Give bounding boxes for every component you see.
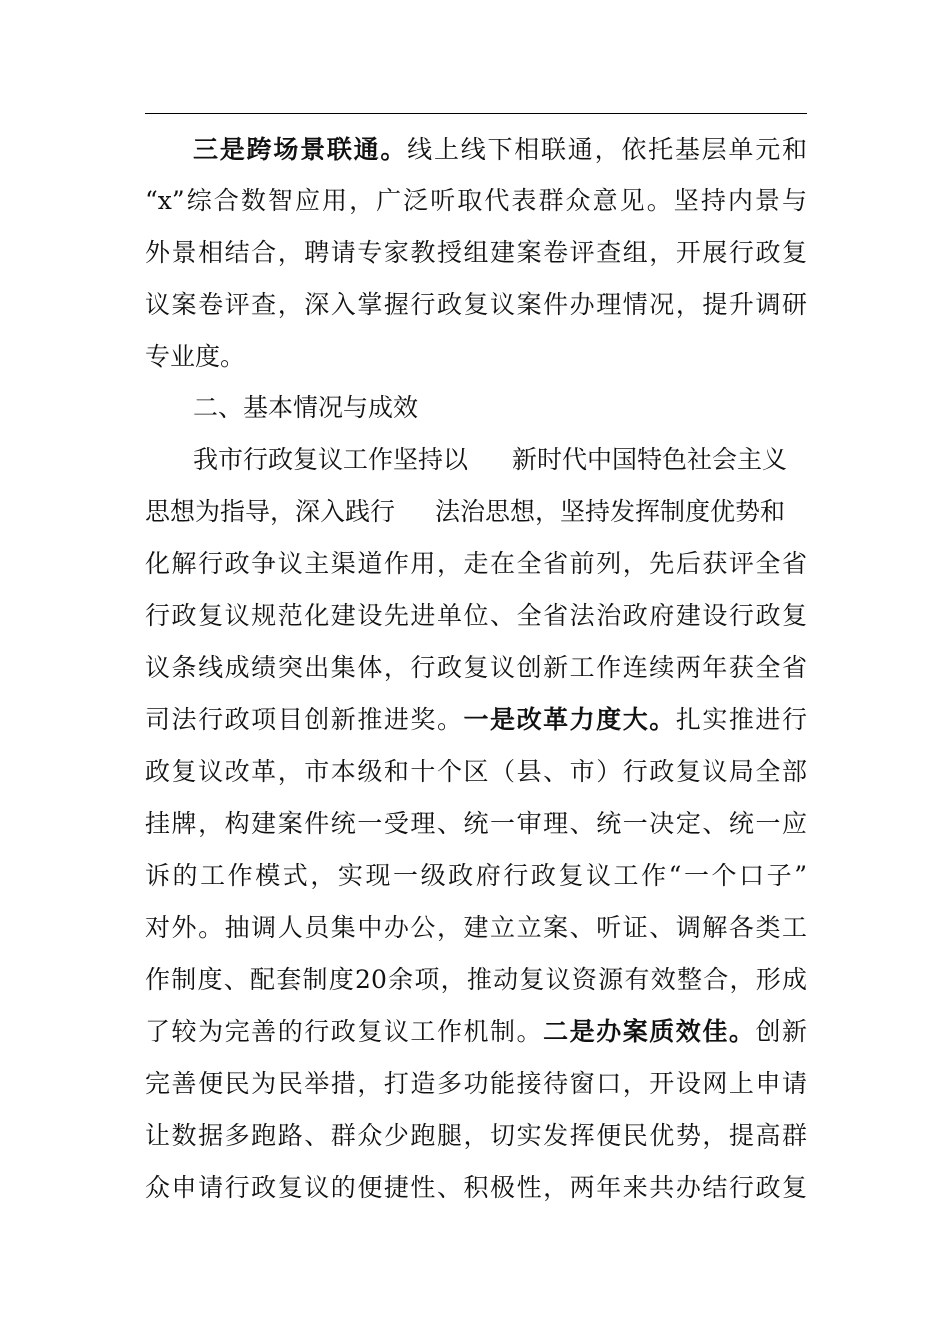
text-span: 我市行政复议工作坚持以 <box>193 445 469 474</box>
paragraph-2-line-13: 完善便民为民举措，打造多功能接待窗口，开设网上申请 <box>145 1069 807 1098</box>
paragraph-2-line-14: 让数据多跑路、群众少跑腿，切实发挥便民优势，提高群 <box>145 1121 807 1150</box>
paragraph-2-line-5: 议条线成绩突出集体，行政复议创新工作连续两年获全省 <box>145 653 807 682</box>
text-span: 线上线下相联通，依托基层单元和 <box>407 135 807 164</box>
paragraph-2-line-3: 化解行政争议主渠道作用，走在全省前列，先后获评全省 <box>145 549 807 578</box>
paragraph-2-line-1 <box>193 440 807 480</box>
paragraph-2-line-4: 行政复议规范化建设先进单位、全省法治政府建设行政复 <box>145 601 807 630</box>
text-span: 了较为完善的行政复议工作机制。 <box>145 1017 544 1046</box>
text-span: 司法行政项目创新推进奖。 <box>145 705 464 734</box>
header-rule <box>145 113 807 114</box>
paragraph-2-line-6 <box>145 700 807 740</box>
paragraph-2-line-15: 众申请行政复议的便捷性、积极性，两年来共办结行政复 <box>145 1173 807 1202</box>
paragraph-2-line-11: 作制度、配套制度20余项，推动复议资源有效整合，形成 <box>145 965 807 994</box>
heading-cross-scenario: 三是跨场景联通。 <box>193 135 408 164</box>
text-span: 思想为指导，深入践行 <box>145 497 396 526</box>
paragraph-1-line-4: 议案卷评查，深入掌握行政复议案件办理情况，提升调研 <box>145 290 807 319</box>
text-span: 法治思想，坚持发挥制度优势和 <box>435 497 786 526</box>
paragraph-2-line-7: 政复议改革，市本级和十个区（县、市）行政复议局全部 <box>145 757 807 786</box>
section-heading: 二、基本情况与成效 <box>193 393 419 422</box>
paragraph-1-line-2: “x”综合数智应用，广泛听取代表群众意见。坚持内景与 <box>145 186 807 215</box>
paragraph-1-line-5: 专业度。 <box>145 342 246 371</box>
paragraph-2-line-9: 诉的工作模式，实现一级政府行政复议工作“一个口子” <box>145 861 807 890</box>
paragraph-1-line-1 <box>193 130 807 170</box>
text-span: 创新 <box>755 1017 807 1046</box>
heading-reform-strength: 一是改革力度大。 <box>463 705 676 734</box>
heading-case-quality: 二是办案质效佳。 <box>543 1017 756 1046</box>
paragraph-2-line-8: 挂牌，构建案件统一受理、统一审理、统一决定、统一应 <box>145 809 807 838</box>
paragraph-1-line-3: 外景相结合，聘请专家教授组建案卷评查组，开展行政复 <box>145 238 807 267</box>
paragraph-2-line-12 <box>145 1012 807 1052</box>
paragraph-2-line-10: 对外。抽调人员集中办公，建立立案、听证、调解各类工 <box>145 913 807 942</box>
text-span: 扎实推进行 <box>675 705 807 734</box>
text-span: 新时代中国特色社会主义 <box>512 445 788 474</box>
paragraph-2-line-2 <box>145 492 807 532</box>
